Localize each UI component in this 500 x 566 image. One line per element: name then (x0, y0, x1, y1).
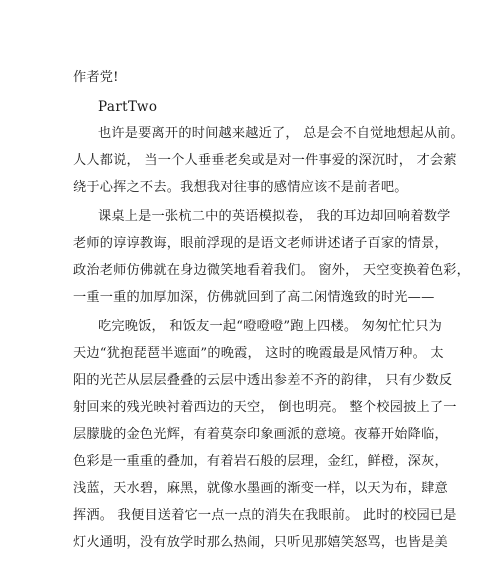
text-line: 人人都说， 当一个人垂垂老矣或是对一件事爱的深沉时， 才会萦 (73, 153, 457, 168)
text-line: 挥洒。 我便目送着它一点一点的消失在我眼前。 此时的校园已是 (73, 508, 457, 523)
text-line: 浅蓝，天水碧，麻黑，就像水墨画的渐变一样，以天为布，肆意 (73, 481, 448, 496)
text-line: 课桌上是一张杭二中的英语模拟卷， 我的耳边却回响着数学 (98, 209, 451, 224)
text-line: 作者党! (73, 70, 119, 85)
text-line: 政治老师仿佛就在身边微笑地看着我们。 窗外， 天空变换着色彩， (73, 263, 471, 278)
text-line: 绕于心挥之不去。我想我对往事的感情应该不是前者吧。 (73, 180, 408, 195)
text-line: 天边“犹抱琵琶半遮面”的晚霞， 这时的晚霞最是风情万种。 太 (73, 346, 444, 361)
text-line: 也许是要离开的时间越来越近了， 总是会不自觉地想起从前。 (98, 126, 464, 141)
text-line: 射回来的残光映衬着西边的天空， 倒也明亮。 整个校园披上了一 (73, 400, 457, 415)
text-line: 灯火通明，没有放学时那么热闹，只听见那嬉笑怒骂，也皆是美 (73, 535, 448, 550)
text-line: 色彩是一重重的叠加，有着岩石般的层理，金红，鲜橙，深灰， (73, 454, 448, 469)
text-line: 吃完晚饭， 和饭友一起“噔噔噔”跑上四楼。 匆匆忙忙只为 (98, 319, 442, 334)
text-line: 层朦胧的金色光辉，有着莫奈印象画派的意境。夜幕开始降临， (73, 427, 448, 442)
text-line: 一重一重的加厚加深，仿佛就回到了高二闲情逸致的时光—— (73, 290, 435, 305)
text-line: 老师的谆谆教诲，眼前浮现的是语文老师讲述诸子百家的情景， (73, 236, 448, 251)
text-line: 阳的光芒从层层叠叠的云层中透出参差不齐的韵律， 只有少数反 (73, 373, 453, 388)
section-heading: PartTwo (98, 99, 158, 115)
